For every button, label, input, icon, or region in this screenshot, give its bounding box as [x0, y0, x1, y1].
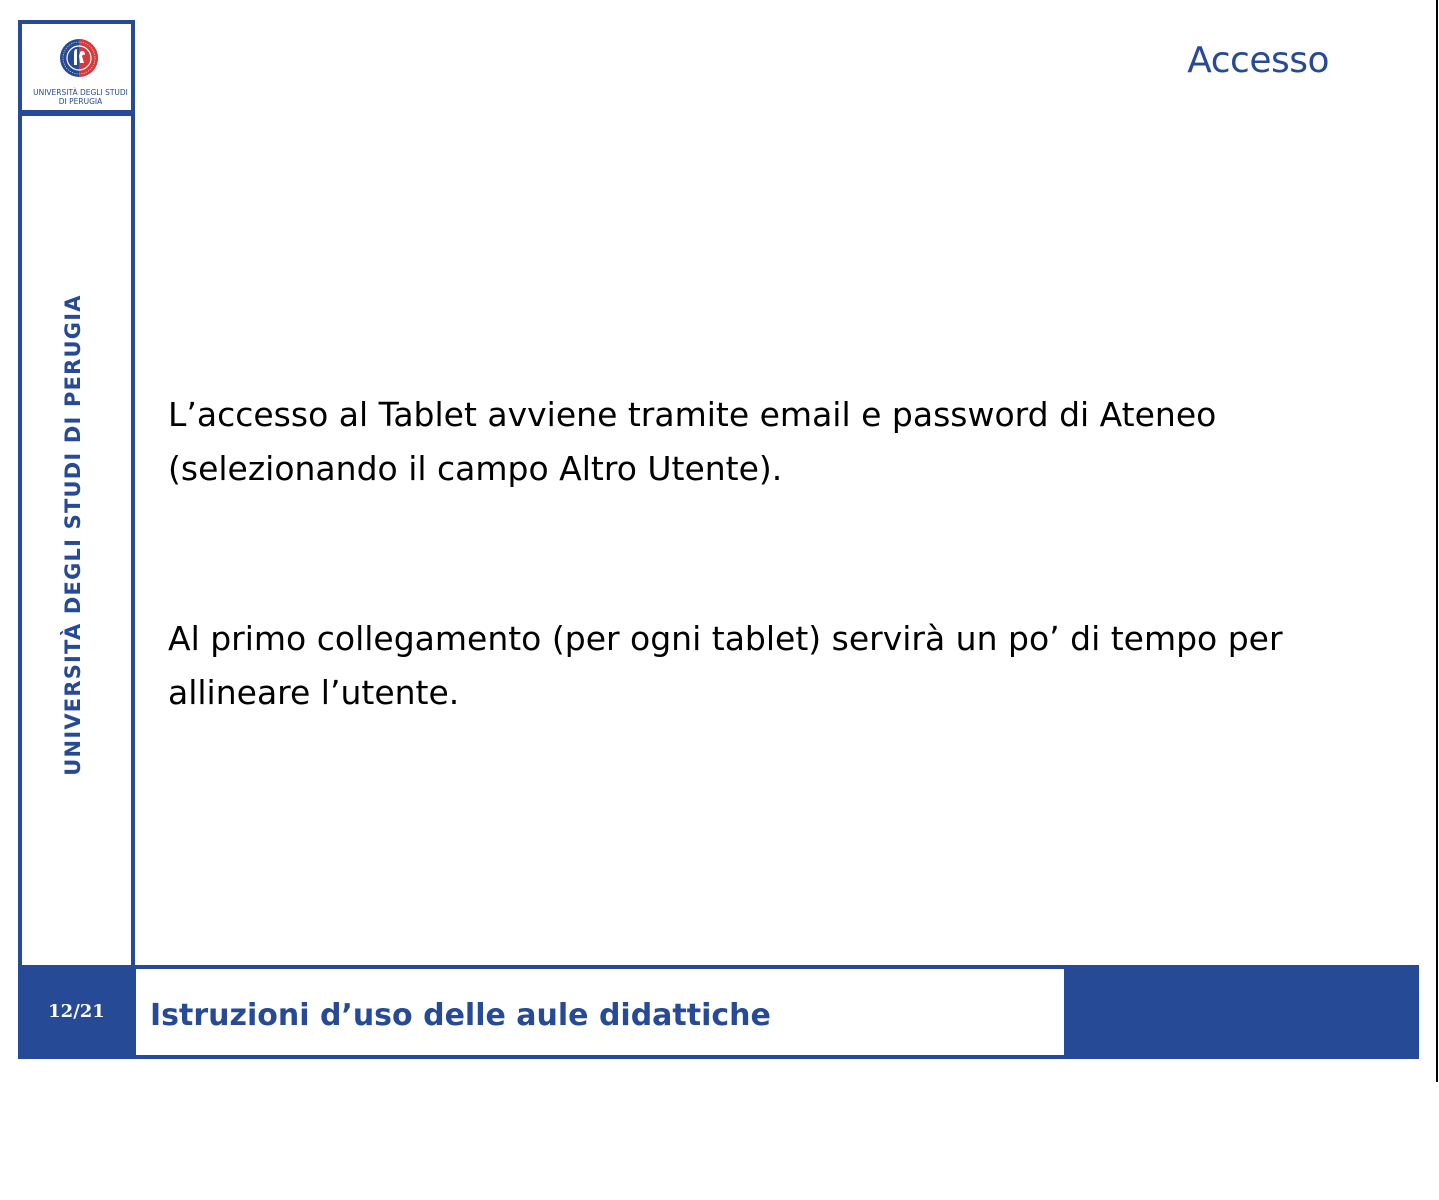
logo-caption-line2: DI PERUGIA — [58, 97, 103, 106]
sidebar — [18, 20, 135, 966]
presentation-title: Istruzioni d’uso delle aule didattiche — [150, 998, 771, 1033]
footer-title-box — [136, 969, 1064, 1055]
page-edge-line — [1436, 0, 1438, 1082]
university-seal-icon — [59, 38, 99, 78]
page-number: 12/21 — [48, 1001, 105, 1022]
paragraph-access: L’accesso al Tablet avviene tramite email e password di Ateneo (selezionando il campo Altro Utente). — [168, 395, 1217, 488]
logo-caption — [22, 88, 139, 106]
logo-box — [18, 20, 135, 114]
footer — [18, 965, 1419, 1059]
logo-caption-line1: UNIVERSITÀ DEGLI STUDI — [33, 88, 128, 97]
frame-title: Accesso — [1187, 40, 1329, 81]
slide-content — [168, 388, 1408, 720]
paragraph-first-login: Al primo collegamento (per ogni tablet) servirà un po’ di tempo per allineare l’utente. — [168, 619, 1283, 712]
sidebar-vertical-title: UNIVERSITÀ DEGLI STUDI DI PERUGIA — [61, 294, 85, 776]
